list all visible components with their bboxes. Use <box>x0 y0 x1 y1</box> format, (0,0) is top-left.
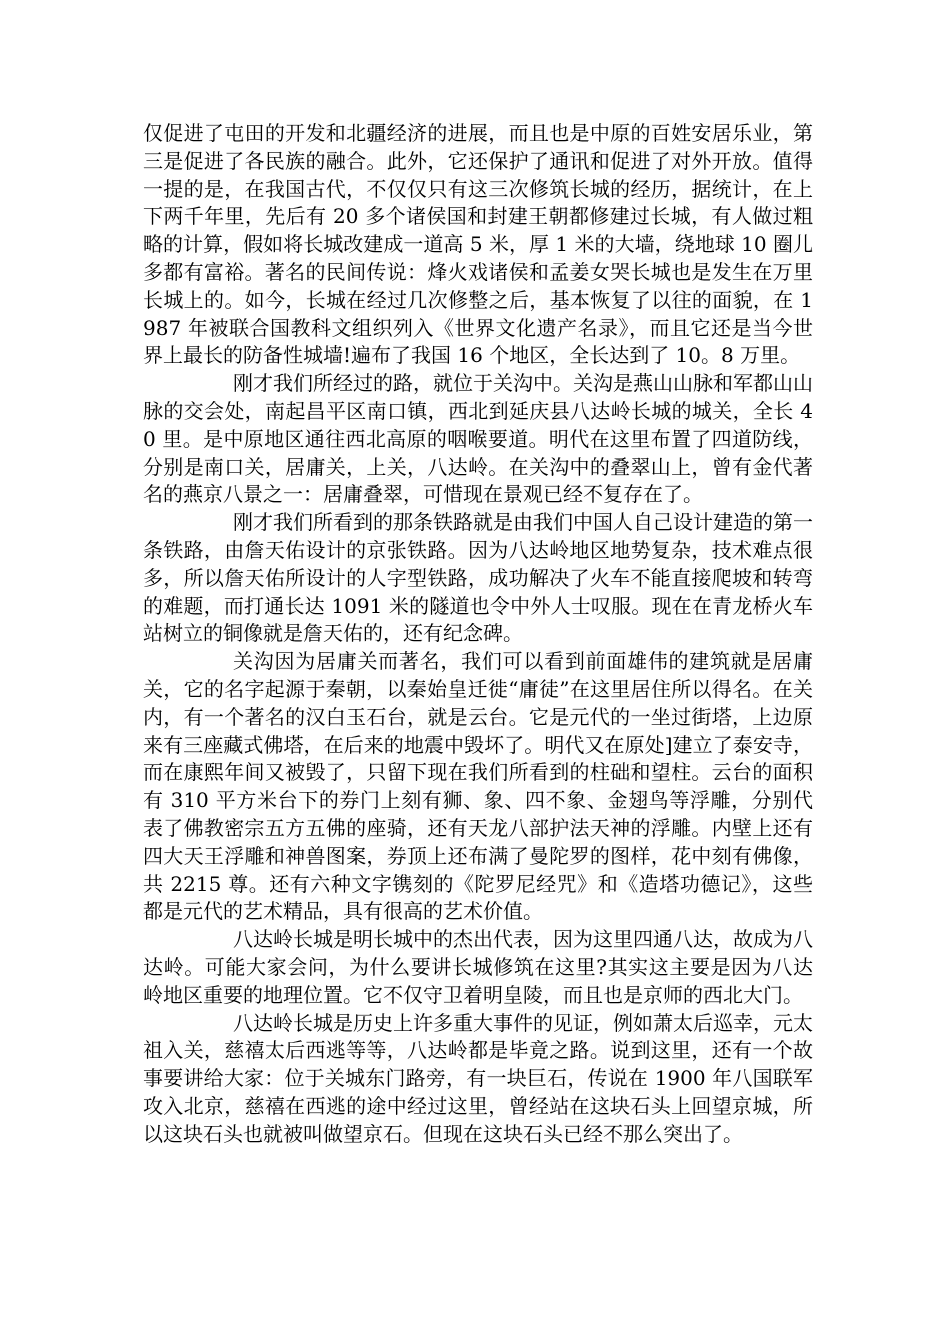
paragraph-badaling-history: 八达岭长城是历史上许多重大事件的见证，例如萧太后巡幸，元太祖入关，慈禧太后西逃等等，八达岭都是毕竟之路。说到这里，还有一个故事要讲给大家：位于关城东门路旁，有一块巨石，传说在 1900 年八国联军攻入北京，慈禧在西逃的途中经过这里，曾经站在这块石头上回望京城，所以这块石头也就被叫做望京石。但现在这块石头已经不那么突出了。 <box>143 1010 813 1146</box>
document-body <box>143 120 813 1148</box>
paragraph-tuntian-great-wall: 仅促进了屯田的开发和北疆经济的进展，而且也是中原的百姓安居乐业，第三是促进了各民族的融合。此外，它还保护了通讯和促进了对外开放。值得一提的是，在我国古代，不仅仅只有这三次修筑长城的经历，据统计，在上下两千年里，先后有 20 多个诸侯国和封建王朝都修建过长城，有人做过粗略的计算，假如将长城改建成一道高 5 米，厚 1 米的大墙，绕地球 10 圈儿多都有富裕。著名的民间传说：烽火戏诸侯和孟姜女哭长城也是发生在万里长城上的。如今，长城在经过几次修整之后，基本恢复了以往的面貌，在 1987 年被联合国教科文组织列入《世界文化遗产名录》，而且它还是当今世界上最长的防备性城墙!遍布了我国 16 个地区，全长达到了 10。8 万里。 <box>143 121 813 368</box>
paragraph-guangou: 刚才我们所经过的路，就位于关沟中。关沟是燕山山脉和军都山山脉的交会处，南起昌平区南口镇，西北到延庆县八达岭长城的城关，全长 40 里。是中原地区通往西北高原的咽喉要道。明代在这里布置了四道防线，分别是南口关，居庸关，上关，八达岭。在关沟中的叠翠山上，曾有金代著名的燕京八景之一：居庸叠翠，可惜现在景观已经不复存在了。 <box>143 371 813 507</box>
paragraph-jingzhang-railway: 刚才我们所看到的那条铁路就是由我们中国人自己设计建造的第一条铁路，由詹天佑设计的京张铁路。因为八达岭地区地势复杂，技术难点很多，所以詹天佑所设计的人字型铁路，成功解决了火车不能直接爬坡和转弯的难题，而打通长达 1091 米的隧道也令中外人士叹服。现在在青龙桥火车站树立的铜像就是詹天佑的，还有纪念碑。 <box>143 510 813 646</box>
paragraph-juyongguan: 关沟因为居庸关而著名，我们可以看到前面雄伟的建筑就是居庸关，它的名字起源于秦朝，以秦始皇迁徙“庸徒”在这里居住所以得名。在关内，有一个著名的汉白玉石台，就是云台。它是元代的一坐过街塔，上边原来有三座藏式佛塔，在后来的地震中毁坏了。明代又在原处]建立了泰安寺，而在康熙年间又被毁了，只留下现在我们所看到的柱础和望柱。云台的面积有 310 平方米台下的券门上刻有狮、象、四不象、金翅鸟等浮雕，分别代表了佛教密宗五方五佛的座骑，还有天龙八部护法天神的浮雕。内壁上还有四大天王浮雕和神兽图案，券顶上还布满了曼陀罗的图样，花中刻有佛像，共 2215 尊。还有六种文字镌刻的《陀罗尼经咒》和《造塔功德记》，这些都是元代的艺术精品，具有很高的艺术价值。 <box>143 649 813 924</box>
paragraph-badaling-location: 八达岭长城是明长城中的杰出代表，因为这里四通八达，故成为八达岭。可能大家会问，为什么要讲长城修筑在这里?其实这主要是因为八达岭地区重要的地理位置。它不仅守卫着明皇陵，而且也是京师的西北大门。 <box>143 927 813 1007</box>
